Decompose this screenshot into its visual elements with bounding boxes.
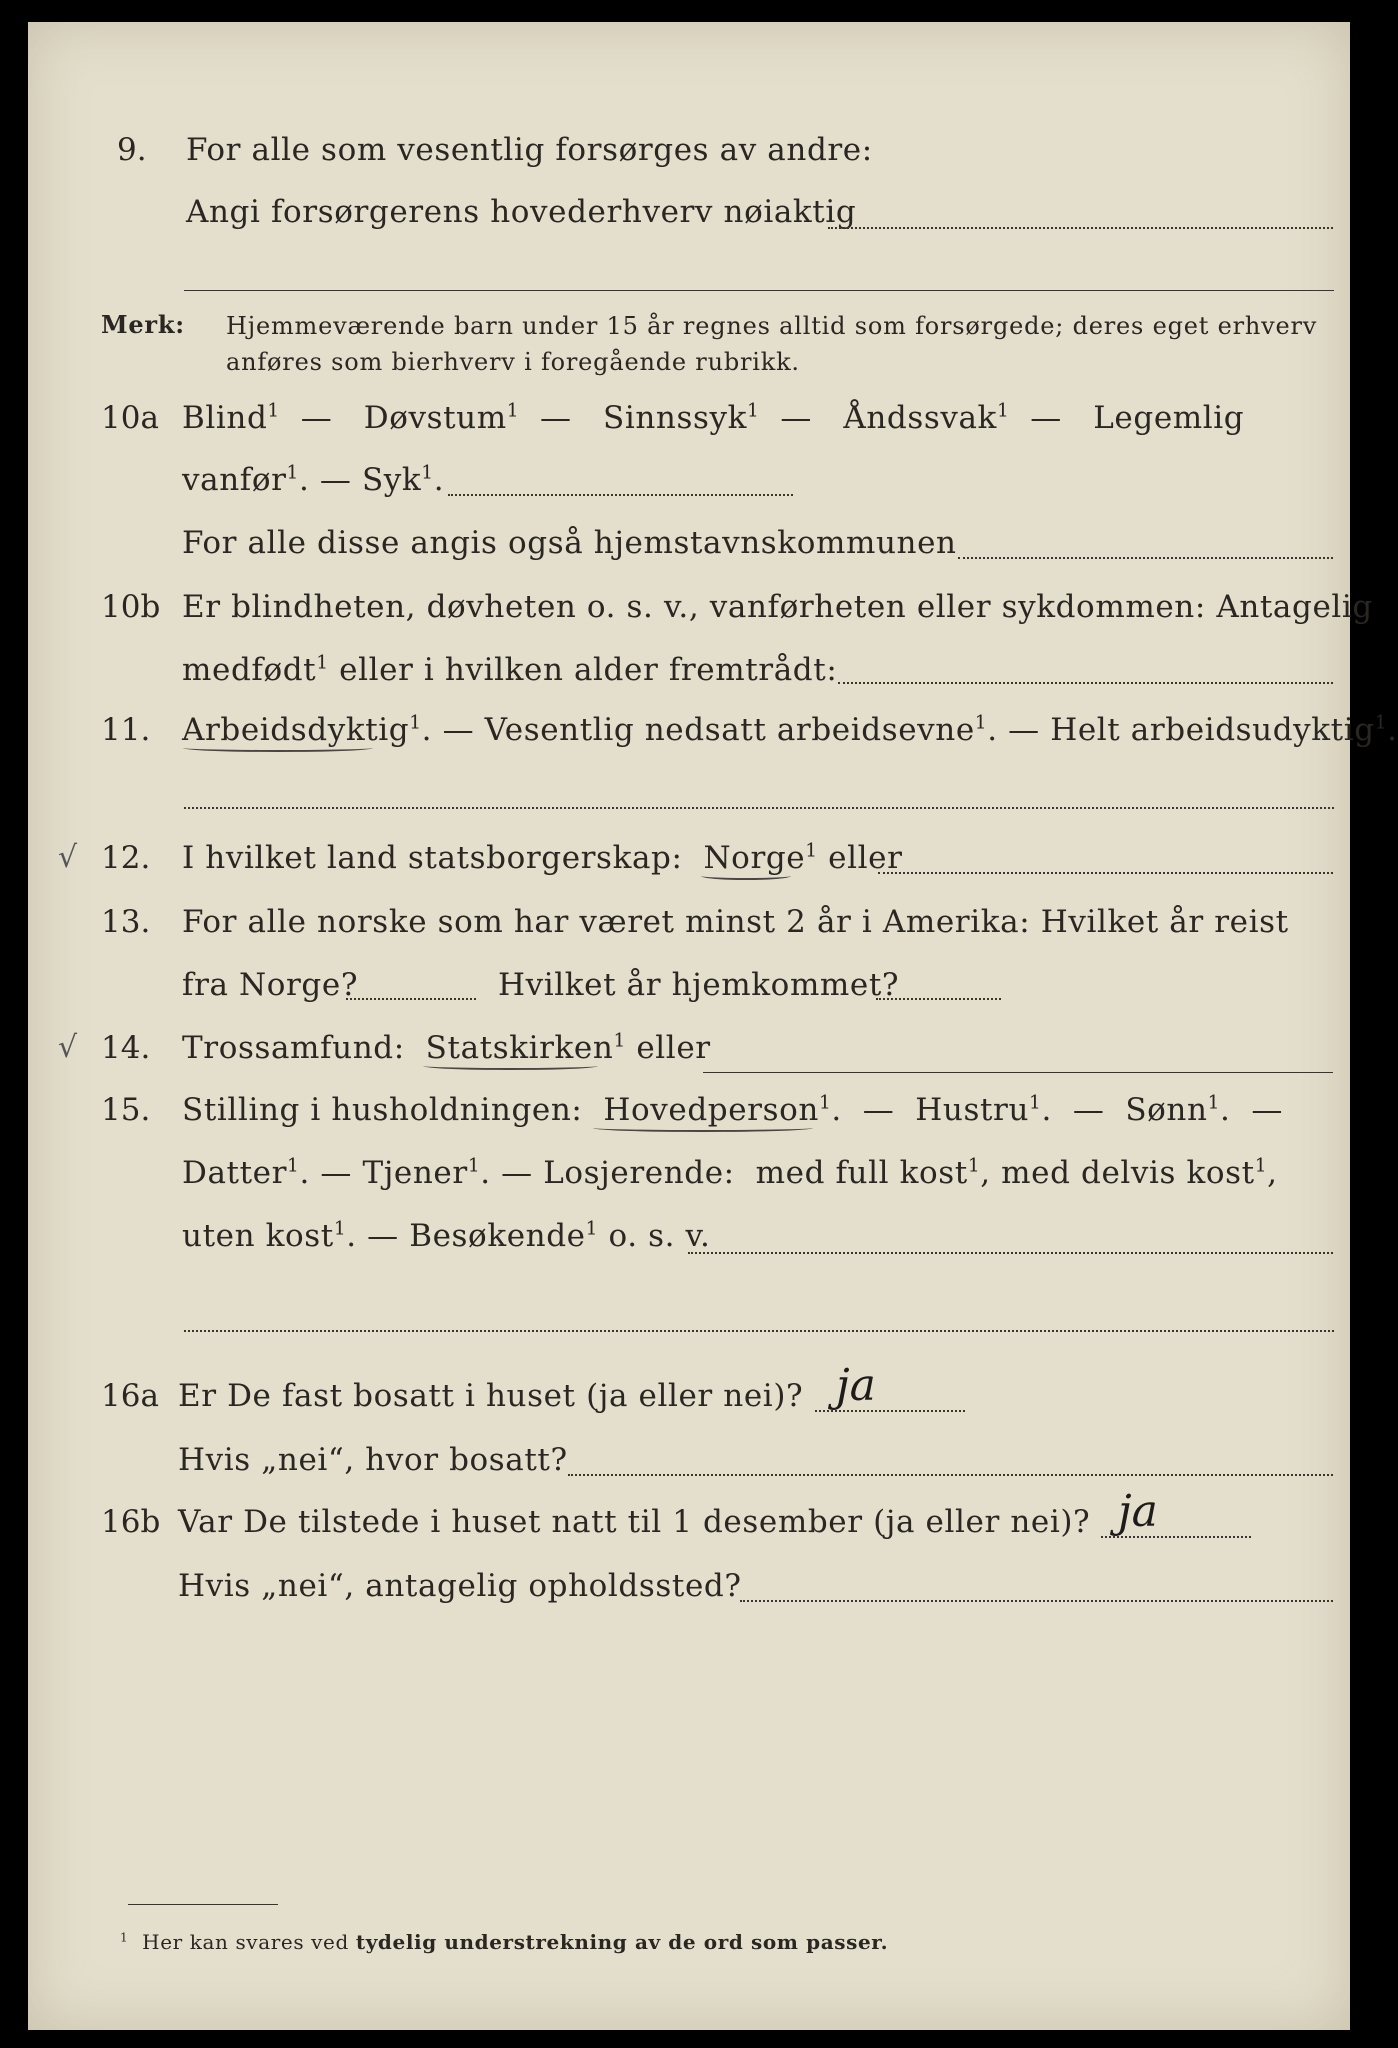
handwritten-answer-16b: ja [1118, 1486, 1158, 1537]
item-number-16b: 16b [101, 1504, 161, 1540]
footnote-rule [128, 1904, 278, 1905]
q13-line1: For alle norske som har været minst 2 år i Amerika: Hvilket år reist [182, 904, 1289, 940]
answer-line [448, 494, 793, 496]
answer-line [878, 872, 1333, 874]
q16a-line1: Er De fast bosatt i huset (ja eller nei)? [178, 1378, 804, 1414]
item-number-10b: 10b [101, 589, 161, 625]
underline-mark [701, 872, 791, 880]
underline-mark [593, 1124, 813, 1132]
note-line1: Hjemmeværende barn under 15 år regnes alltid som forsørgede; deres eget erhverv [226, 312, 1318, 340]
answer-line [184, 807, 1334, 809]
check-mark-icon: √ [58, 1030, 78, 1065]
q13-line2b: Hvilket år hjemkommet? [498, 967, 900, 1003]
q16b-line1: Var De tilstede i huset natt til 1 desember (ja eller nei)? [178, 1504, 1091, 1540]
q10b-line2: medfødt$^1$ eller i hvilken alder fremtrådt: [182, 652, 838, 688]
answer-line [184, 290, 1334, 291]
q16a-line2: Hvis „nei“, hvor bosatt? [178, 1442, 568, 1478]
census-form-page [28, 22, 1398, 2030]
item-number-13: 13. [101, 904, 151, 940]
q10a-line1: Blind$^1$ — Døvstum$^1$ — Sinnssyk$^1$ — Åndssvak$^1$ — Legemlig [182, 400, 1245, 436]
item-number-16a: 16a [101, 1378, 159, 1414]
q14-line1: Trossamfund: Statskirken$^1$ eller [182, 1030, 711, 1066]
q13-line2a: fra Norge? [182, 967, 359, 1003]
q10b-line1: Er blindheten, døvheten o. s. v., vanførheten eller sykdommen: Antagelig [182, 589, 1373, 625]
q10a-line2: vanfør$^1$. — Syk$^1$. [182, 462, 445, 498]
q15-line2: Datter$^1$. — Tjener$^1$. — Losjerende: med full kost$^1$, med delvis kost$^1$, [182, 1155, 1278, 1191]
q15-line3: uten kost$^1$. — Besøkende$^1$ o. s. v. [182, 1218, 711, 1254]
answer-line [958, 557, 1333, 559]
q16b-line2: Hvis „nei“, antagelig opholdssted? [178, 1568, 742, 1604]
handwritten-answer-16a: ja [836, 1360, 876, 1411]
check-mark-icon: √ [58, 840, 78, 875]
item-number-11: 11. [101, 712, 151, 748]
q12-line1: I hvilket land statsborgerskap: Norge$^1$ eller [182, 840, 903, 876]
underline-mark [423, 1062, 598, 1070]
footnote: $^1$ Her kan svares ved tydelig understrekning av de ord som passer. [120, 1930, 889, 1954]
note-line2: anføres som bierhverv i foregående rubrikk. [226, 348, 800, 376]
q11-line1: Arbeidsdyktig$^1$. — Vesentlig nedsatt arbeidsevne$^1$. — Helt arbeidsudyktig$^1$. [182, 712, 1398, 748]
item-number-10a: 10a [101, 400, 159, 436]
answer-line [703, 1072, 1333, 1073]
item-number-9: 9. [117, 132, 147, 168]
answer-line [568, 1474, 1333, 1476]
q9-line1: For alle som vesentlig forsørges av andre: [186, 132, 873, 168]
q10a-line3: For alle disse angis også hjemstavnskommunen [182, 525, 957, 561]
answer-line [828, 227, 1333, 229]
q15-line1: Stilling i husholdningen: Hovedperson$^1$. — Hustru$^1$. — Sønn$^1$. — [182, 1092, 1283, 1128]
answer-line [740, 1600, 1333, 1602]
answer-line [876, 998, 1001, 1000]
item-number-14: 14. [101, 1030, 151, 1066]
q9-line2: Angi forsørgerens hovederhverv nøiaktig [186, 194, 857, 230]
note-label: Merk: [101, 310, 185, 339]
item-number-12: 12. [101, 840, 151, 876]
answer-line [346, 998, 476, 1000]
answer-line [688, 1252, 1333, 1254]
underline-mark [183, 744, 373, 752]
answer-line [184, 1330, 1334, 1332]
answer-line [838, 682, 1333, 684]
item-number-15: 15. [101, 1092, 151, 1128]
